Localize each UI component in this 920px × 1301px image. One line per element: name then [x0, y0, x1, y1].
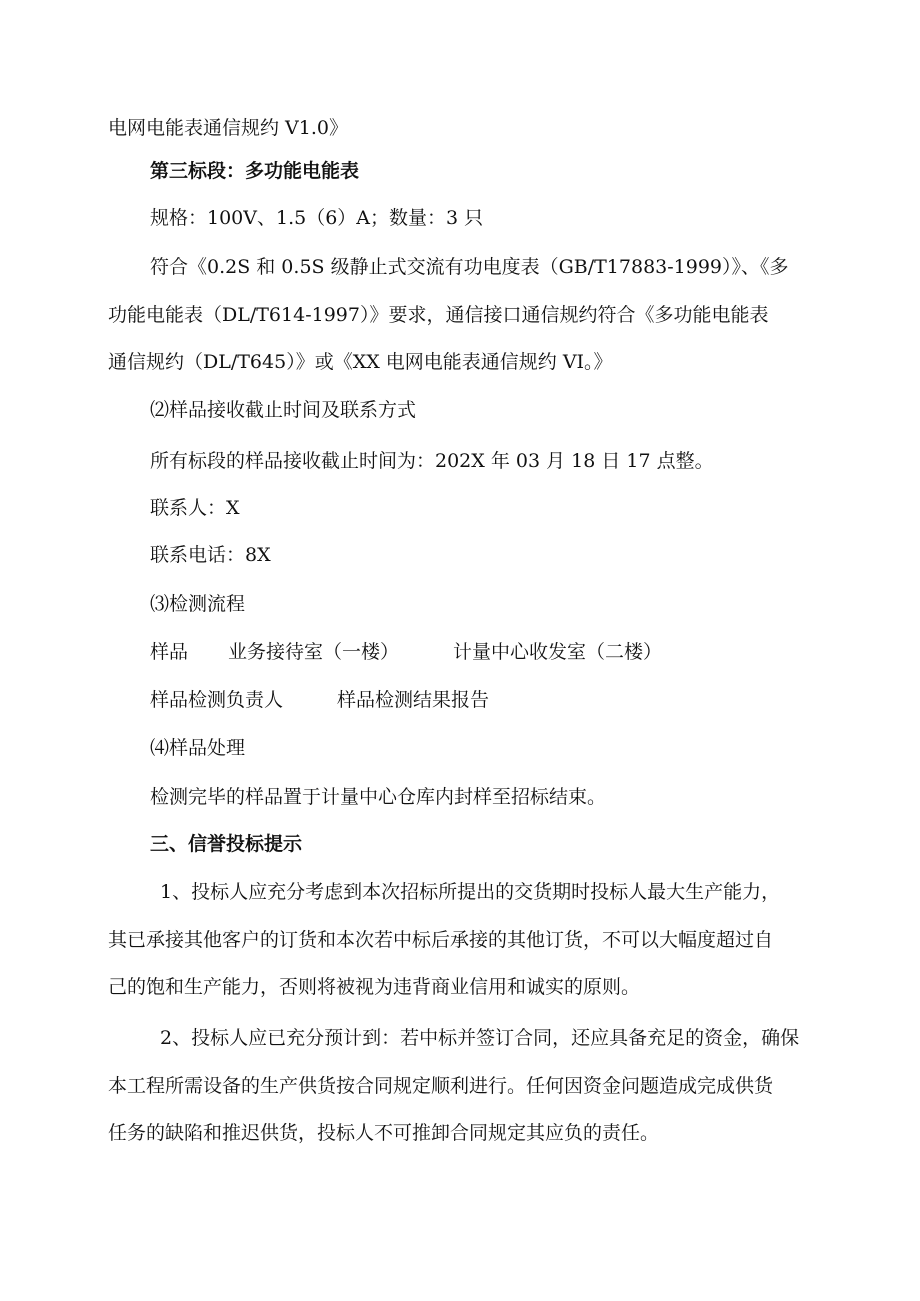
section-heading: 第三标段：多功能电能表 — [150, 160, 360, 182]
subheading: ⑵样品接收截止时间及联系方式 — [150, 399, 417, 421]
subheading: ⑶检测流程 — [150, 593, 246, 615]
text-line: 所有标段的样品接收截止时间为：202X 年 03 月 18 日 17 点整。 — [150, 450, 714, 472]
text-line: 功能电能表（DL/T614-1997）》要求，通信接口通信规约符合《多功能电能表 — [108, 304, 769, 326]
contact-person: 联系人：X — [150, 497, 240, 519]
text-line: 符合《0.2S 和 0.5S 级静止式交流有功电度表（GB/T17883-1999）》、《多 — [150, 256, 789, 278]
contact-phone: 联系电话：8X — [150, 544, 271, 566]
paragraph-line: 其已承接其他客户的订货和本次若中标后承接的其他订货，不可以大幅度超过自 — [108, 929, 774, 951]
paragraph-line: 己的饱和生产能力，否则将被视为违背商业信用和诚实的原则。 — [108, 976, 641, 998]
flow-step: 样品检测结果报告 — [337, 689, 490, 711]
paragraph-line: 任务的缺陷和推迟供货，投标人不可推卸合同规定其应负的责任。 — [108, 1122, 660, 1144]
text-line: 规格：100V、1.5（6）A；数量：3 只 — [150, 207, 484, 229]
flow-step: 样品 — [150, 641, 189, 663]
subheading: ⑷样品处理 — [150, 737, 246, 759]
paragraph-line: 1、投标人应充分考虑到本次招标所提出的交货期时投标人最大生产能力， — [160, 881, 781, 903]
section-heading: 三、信誉投标提示 — [150, 833, 303, 855]
flow-step: 业务接待室（一楼） — [228, 641, 400, 663]
text-line: 电网电能表通信规约 V1.0》 — [108, 117, 348, 139]
flow-step: 样品检测负责人 — [150, 689, 284, 711]
paragraph-line: 2、投标人应已充分预计到：若中标并签订合同，还应具备充足的资金，确保 — [160, 1027, 800, 1049]
flow-step: 计量中心收发室（二楼） — [453, 641, 663, 663]
paragraph-line: 本工程所需设备的生产供货按合同规定顺利进行。任何因资金问题造成完成供货 — [108, 1075, 774, 1097]
text-line: 检测完毕的样品置于计量中心仓库内封样至招标结束。 — [150, 786, 607, 808]
text-line: 通信规约（DL/T645）》或《XX 电网电能表通信规约 VI。》 — [108, 351, 613, 373]
